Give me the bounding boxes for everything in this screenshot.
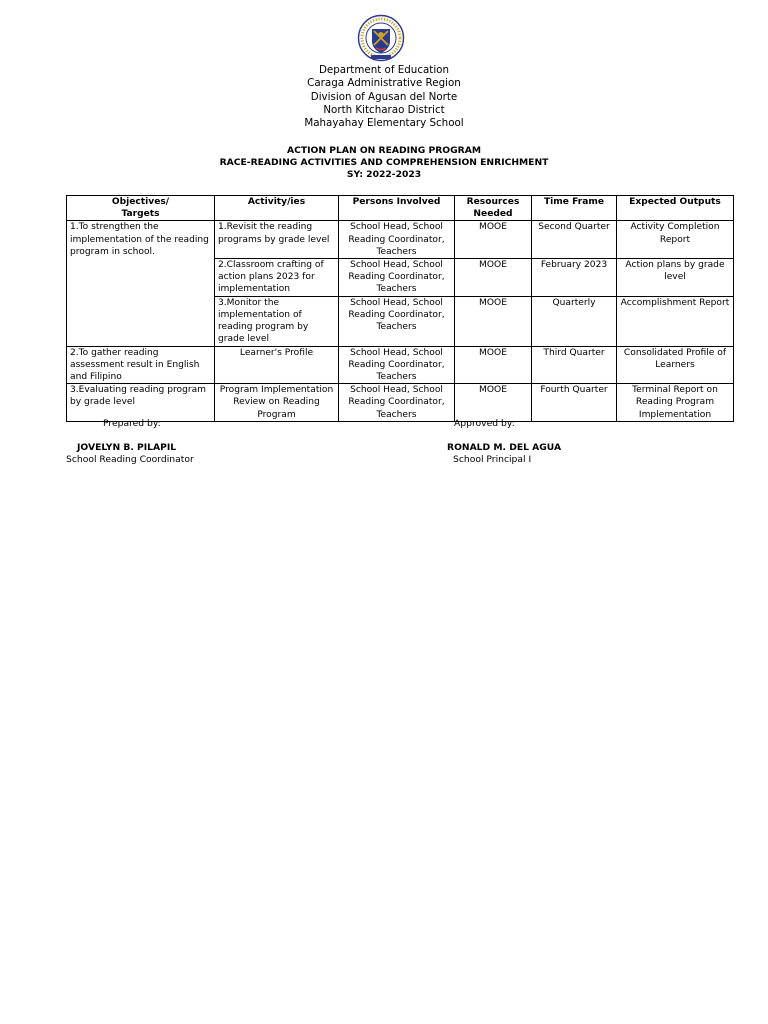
table-row (67, 346, 734, 384)
header-persons: Persons Involved (339, 196, 455, 221)
division-name: Division of Agusan del Norte (310, 90, 458, 103)
time-frame-cell: Fourth Quarter (532, 384, 617, 422)
approved-by-label: Approved by: (454, 418, 515, 429)
persons-cell: School Head, School Reading Coordinator, Teachers (339, 296, 455, 346)
resources-cell: MOOE (455, 259, 532, 297)
title-line-3: SY: 2022-2023 (346, 169, 422, 181)
outputs-cell: Consolidated Profile of Learners (617, 346, 734, 384)
title-line-1: ACTION PLAN ON READING PROGRAM (287, 145, 481, 156)
approved-by-title: School Principal I (453, 454, 532, 465)
persons-cell: School Head, School Reading Coordinator, Teachers (339, 384, 455, 422)
objective-cell: 3.Evaluating reading program by grade level (67, 384, 215, 422)
resources-cell: MOOE (455, 296, 532, 346)
header-objectives: Objectives/ Targets (67, 196, 215, 221)
objective-cell: 1.To strengthen the implementation of the reading program in school. (67, 221, 215, 346)
table-row (67, 384, 734, 422)
outputs-cell: Activity Completion Report (617, 221, 734, 259)
activity-cell: 3.Monitor the implementation of reading program by grade level (215, 296, 339, 346)
resources-cell: MOOE (455, 346, 532, 384)
activity-cell: Program Implementation Review on Reading Program (215, 384, 339, 422)
prepared-by-title: School Reading Coordinator (66, 454, 194, 465)
persons-cell: School Head, School Reading Coordinator, Teachers (339, 346, 455, 384)
persons-cell: School Head, School Reading Coordinator, Teachers (339, 259, 455, 297)
header-time-frame: Time Frame (532, 196, 617, 221)
table-header-row (67, 196, 734, 221)
title-line-2: RACE-READING ACTIVITIES AND COMPREHENSION ENRICHMENT (219, 157, 549, 169)
outputs-cell: Terminal Report on Reading Program Implementation (617, 384, 734, 422)
document-header (0, 64, 768, 130)
outputs-cell: Action plans by grade level (617, 259, 734, 297)
resources-cell: MOOE (455, 221, 532, 259)
outputs-cell: Accomplishment Report (617, 296, 734, 346)
objective-cell: 2.To gather reading assessment result in English and Filipino (67, 346, 215, 384)
header-resources: Resources Needed (455, 196, 532, 221)
activity-cell: 2.Classroom crafting of action plans 2023 for implementation (215, 259, 339, 297)
approved-by-name: RONALD M. DEL AGUA (447, 442, 562, 453)
action-plan-table (66, 195, 734, 422)
district-name: North Kitcharao District (323, 103, 445, 116)
deped-seal-logo (357, 14, 405, 64)
table-row (67, 221, 734, 259)
time-frame-cell: Third Quarter (532, 346, 617, 384)
school-name: Mahayahay Elementary School (304, 117, 464, 130)
document-title (0, 145, 768, 182)
prepared-by-label: Prepared by: (103, 418, 161, 429)
department-name: Department of Education (318, 64, 450, 76)
activity-cell: Learner's Profile (215, 346, 339, 384)
persons-cell: School Head, School Reading Coordinator, Teachers (339, 221, 455, 259)
header-activity: Activity/ies (215, 196, 339, 221)
time-frame-cell: Quarterly (532, 296, 617, 346)
prepared-by-name: JOVELYN B. PILAPIL (77, 442, 177, 453)
header-outputs: Expected Outputs (617, 196, 734, 221)
resources-cell: MOOE (455, 384, 532, 422)
activity-cell: 1.Revisit the reading programs by grade level (215, 221, 339, 259)
time-frame-cell: February 2023 (532, 259, 617, 297)
region-name: Caraga Administrative Region (307, 77, 461, 90)
time-frame-cell: Second Quarter (532, 221, 617, 259)
